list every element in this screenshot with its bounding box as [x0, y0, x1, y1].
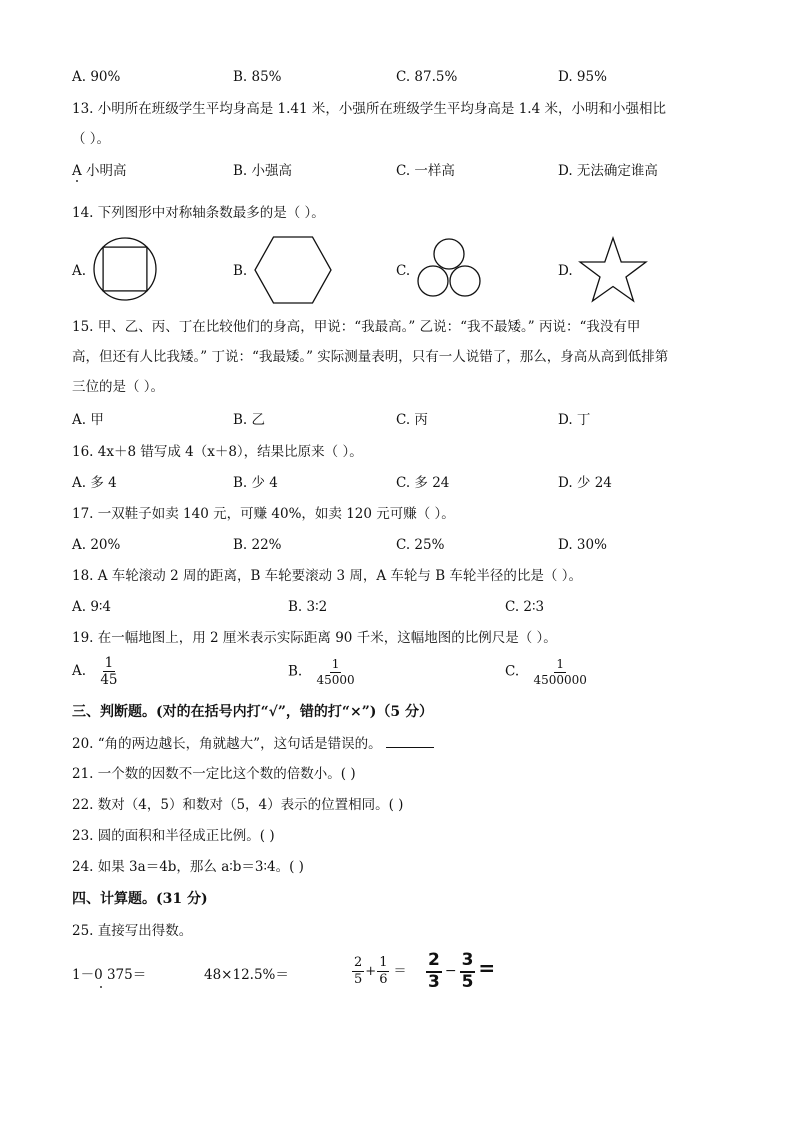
fraction-denominator: 45 — [100, 672, 118, 689]
q15-option-a[interactable]: A. 甲 — [72, 412, 104, 428]
section-4-heading: 四、计算题。(31 分) — [72, 891, 208, 907]
q15-text-line2: 高，但还有人比我矮。” 丁说：“我最矮。” 实际测量表明，只有一人说错了，那么，身高从高到低排第 — [72, 349, 669, 365]
circle-with-inscribed-square-icon — [92, 236, 158, 302]
q14-text: 14. 下列图形中对称轴条数最多的是（ ）。 — [72, 205, 325, 221]
q19-option-c[interactable] — [505, 658, 589, 686]
equals-sign: ＝ — [393, 963, 407, 979]
q20-answer-blank[interactable] — [386, 735, 434, 748]
q12-option-d[interactable]: D. 95% — [558, 69, 607, 85]
q25-item-4[interactable] — [426, 952, 495, 992]
q19-option-b[interactable] — [288, 658, 357, 686]
fraction-denominator: 6 — [379, 971, 388, 987]
fraction-denominator: 4500000 — [533, 672, 587, 687]
q17-option-d[interactable]: D. 30% — [558, 537, 607, 553]
q14-option-a-label[interactable]: A. — [72, 263, 87, 279]
q15-text-line3: 三位的是（ ）。 — [72, 379, 165, 395]
q18-option-c[interactable]: C. 2∶3 — [505, 599, 545, 615]
q17-option-c[interactable]: C. 25% — [396, 537, 445, 553]
fraction-denominator: 5 — [461, 971, 474, 992]
q16-option-d[interactable]: D. 少 24 — [558, 475, 612, 491]
q22-text: 22. 数对（4，5）和数对（5，4）表示的位置相同。( ) — [72, 797, 404, 813]
hexagon-icon — [254, 236, 332, 304]
q24-text: 24. 如果 3a＝4b，那么 a∶b＝3∶4。( ) — [72, 859, 304, 875]
fraction-denominator: 3 — [428, 971, 440, 992]
operator: − — [444, 963, 457, 980]
fraction-2 — [377, 956, 389, 986]
stray-dot — [76, 180, 78, 182]
fraction-numerator: 2 — [426, 952, 442, 973]
fraction-2 — [460, 952, 476, 992]
q16-option-a[interactable]: A. 多 4 — [72, 475, 117, 491]
q16-text: 16. 4x＋8 错写成 4（x＋8），结果比原来（ ）。 — [72, 444, 363, 460]
q19-option-a-label: A. — [72, 663, 87, 680]
q25-item-3[interactable] — [352, 956, 406, 986]
star-icon — [578, 236, 648, 304]
q14-option-d-label[interactable]: D. — [558, 263, 573, 279]
q19-option-c-fraction — [531, 658, 588, 686]
q13-option-a[interactable]: A 小明高 — [72, 163, 127, 179]
fraction-numerator: 1 — [556, 657, 564, 671]
q19-option-c-label: C. — [505, 663, 520, 680]
fraction-numerator: 1 — [331, 657, 340, 671]
q18-option-a[interactable]: A. 9∶4 — [72, 599, 112, 615]
q19-option-b-fraction — [315, 658, 357, 686]
q12-option-b[interactable]: B. 85% — [233, 69, 282, 85]
operator: + — [365, 963, 377, 979]
q20-statement: 20. “角的两边越长，角就越大”，这句话是错误的。 — [72, 736, 382, 752]
q13-option-c[interactable]: C. 一样高 — [396, 163, 455, 179]
q19-option-a[interactable] — [72, 656, 120, 687]
fraction-1 — [426, 952, 442, 992]
q13-text-line2: （ ）。 — [72, 131, 111, 147]
q17-text: 17. 一双鞋子如卖 140 元，可赚 40%，如卖 120 元可赚（ ）。 — [72, 506, 455, 522]
q15-option-b[interactable]: B. 乙 — [233, 412, 266, 428]
q17-option-b[interactable]: B. 22% — [233, 537, 282, 553]
fraction-denominator: 5 — [354, 971, 363, 987]
q19-text: 19. 在一幅地图上，用 2 厘米表示实际距离 90 千米，这幅地图的比例尺是（ ）。 — [72, 630, 557, 646]
fraction-1 — [352, 956, 364, 986]
fraction-numerator: 1 — [379, 955, 388, 970]
q13-option-d[interactable]: D. 无法确定谁高 — [558, 163, 658, 179]
q16-option-b[interactable]: B. 少 4 — [233, 475, 278, 491]
q15-option-c[interactable]: C. 丙 — [396, 412, 428, 428]
stray-dot — [100, 986, 102, 988]
q14-option-b-label[interactable]: B. — [233, 263, 248, 279]
q19-option-b-label: B. — [288, 663, 303, 680]
q15-option-d[interactable]: D. 丁 — [558, 412, 591, 428]
q12-option-a[interactable]: A. 90% — [72, 69, 121, 85]
q25-item-2[interactable]: 48×12.5%＝ — [204, 967, 289, 983]
q13-option-b[interactable]: B. 小强高 — [233, 163, 293, 179]
q23-text: 23. 圆的面积和半径成正比例。( ) — [72, 828, 275, 844]
q20-text — [72, 735, 434, 753]
q16-option-c[interactable]: C. 多 24 — [396, 475, 450, 491]
q18-text: 18. A 车轮滚动 2 周的距离，B 车轮要滚动 3 周，A 车轮与 B 车轮半径的比是（ ）。 — [72, 568, 582, 584]
q18-option-b[interactable]: B. 3∶2 — [288, 599, 328, 615]
three-circles-icon — [416, 238, 482, 298]
q19-option-a-fraction — [98, 656, 119, 687]
q14-option-c-label[interactable]: C. — [396, 263, 411, 279]
fraction-numerator: 3 — [460, 952, 476, 973]
q25-item-1[interactable]: 1－0 375＝ — [72, 967, 147, 983]
q21-text: 21. 一个数的因数不一定比这个数的倍数小。( ) — [72, 766, 356, 782]
fraction-numerator: 2 — [354, 955, 363, 970]
fraction-numerator: 1 — [104, 655, 114, 671]
fraction-denominator: 45000 — [316, 672, 355, 687]
q13-text-line1: 13. 小明所在班级学生平均身高是 1.41 米，小强所在班级学生平均身高是 1.4 米，小明和小强相比 — [72, 101, 666, 117]
q17-option-a[interactable]: A. 20% — [72, 537, 121, 553]
q12-option-c[interactable]: C. 87.5% — [396, 69, 458, 85]
section-3-heading: 三、判断题。(对的在括号内打“√”，错的打“×”)（5 分） — [72, 704, 434, 720]
equals-sign: = — [478, 956, 496, 981]
q25-text: 25. 直接写出得数。 — [72, 923, 193, 939]
q15-text-line1: 15. 甲、乙、丙、丁在比较他们的身高，甲说：“我最高。” 乙说：“我不最矮。” 丙说：“我没有甲 — [72, 319, 641, 335]
